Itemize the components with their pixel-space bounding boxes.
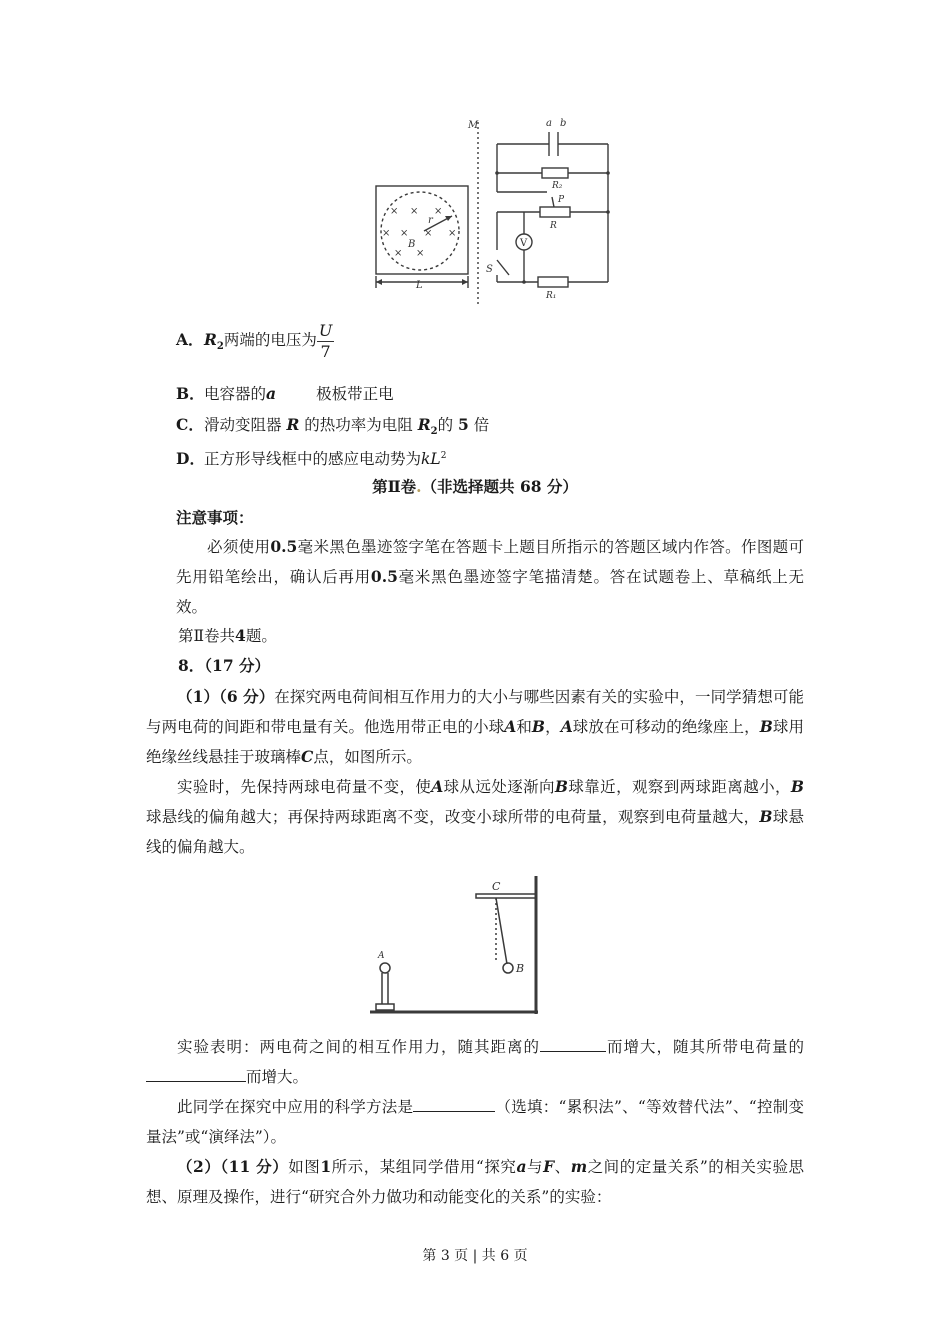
svg-text:R₁: R₁ xyxy=(546,291,557,301)
option-d: D．正方形导线框中的感应电动势为$kL^2$ xyxy=(176,449,447,469)
q8-part1-paragraph2: 实验时，先保持两球电荷量不变，使A球从远处逐渐向B球靠近，观察到两球距离越小，B球悬线的偏角越大；再保持两球距离不变，改变小球所带的电荷量，观察到电荷量越大，B球悬线的偏角越大。 xyxy=(146,777,804,856)
answer-blank-charge[interactable] xyxy=(146,1065,246,1082)
notice-paragraph: 必须使用0.5毫米黑色墨迹签字笔在答题卡上题目所指示的答题区域内作答。作图题可先用铅笔绘出，确认后再用0.5毫米黑色墨迹签字笔描清楚。答在试题卷上、草稿纸上无效。 xyxy=(176,537,804,616)
svg-text:×: × xyxy=(416,248,425,259)
option-a-label: A． xyxy=(176,330,204,349)
svg-text:A: A xyxy=(378,951,385,961)
svg-text:S: S xyxy=(486,264,493,275)
svg-text:×: × xyxy=(434,206,443,217)
answer-blank-distance[interactable] xyxy=(540,1035,606,1052)
svg-text:×: × xyxy=(448,228,457,239)
svg-text:×: × xyxy=(424,228,433,239)
circuit-figure xyxy=(372,112,620,304)
svg-text:b: b xyxy=(560,118,567,129)
var-r: R xyxy=(204,330,217,349)
q8-part1-method: 此同学在探究中应用的科学方法是 （选填：“累积法”、“等效替代法”、“控制变量法”或“演绎法”）。 xyxy=(146,1092,804,1152)
svg-text:×: × xyxy=(390,206,399,217)
question8-heading: 8．（17 分） xyxy=(178,656,271,675)
circuit-diagram-icon xyxy=(372,112,620,304)
svg-text:×: × xyxy=(382,228,391,239)
svg-text:×: × xyxy=(400,228,409,239)
svg-text:L: L xyxy=(416,280,423,291)
section-title: 第Ⅱ卷.（非选择题共 68 分） xyxy=(372,477,578,496)
svg-text:r: r xyxy=(428,215,433,226)
pendulum-apparatus-icon xyxy=(364,872,544,1018)
option-a: A．$R_2$两端的电压为 $\frac{U}{7}$ xyxy=(176,316,334,364)
svg-text:a: a xyxy=(546,118,552,129)
field-label-B: B xyxy=(408,239,416,250)
q8-part1-conclusion: 实验表明：两电荷之间的相互作用力，随其距离的 而增大，随其所带电荷量的而增大。 xyxy=(146,1032,804,1092)
option-b: B．电容器的a 极板带正电 xyxy=(176,384,394,403)
svg-text:×: × xyxy=(410,206,419,217)
q8-part1-paragraph1: （1）（6 分）在探究两电荷间相互作用力的大小与哪些因素有关的实验中，一同学猜想可能与两电荷的间距和带电量有关。他选用带正电的小球A和B，A球放在可移动的绝缘座上，B球用绝缘丝线悬挂于玻璃棒C点，如图所示。 xyxy=(146,687,804,766)
svg-text:P: P xyxy=(558,195,565,205)
svg-text:R: R xyxy=(550,221,557,231)
option-c: C．滑动变阻器 R 的热功率为电阻 $R_2$的 5 倍 xyxy=(176,415,490,438)
section-count: 第Ⅱ卷共4题。 xyxy=(178,626,277,645)
coulomb-experiment-figure xyxy=(364,872,544,1018)
answer-blank-method[interactable] xyxy=(413,1095,495,1112)
svg-text:M: M xyxy=(468,120,479,131)
svg-text:×: × xyxy=(394,248,403,259)
fraction-u-over-7: $\frac{U}{7}$ xyxy=(318,320,333,361)
svg-text:C: C xyxy=(492,880,501,893)
svg-text:B: B xyxy=(516,962,525,975)
svg-text:V: V xyxy=(520,238,528,249)
page-footer: 第 3 页 | 共 6 页 xyxy=(422,1248,528,1264)
q8-part2-paragraph: （2）（11 分）如图1所示，某组同学借用“探究a与F、m之间的定量关系”的相关实验思想、原理及操作，进行“研究合外力做功和动能变化的关系”的实验： xyxy=(146,1157,804,1206)
notice-heading: 注意事项： xyxy=(176,508,254,527)
option-a-text: 两端的电压为 xyxy=(223,331,317,349)
svg-text:R₂: R₂ xyxy=(552,181,563,191)
